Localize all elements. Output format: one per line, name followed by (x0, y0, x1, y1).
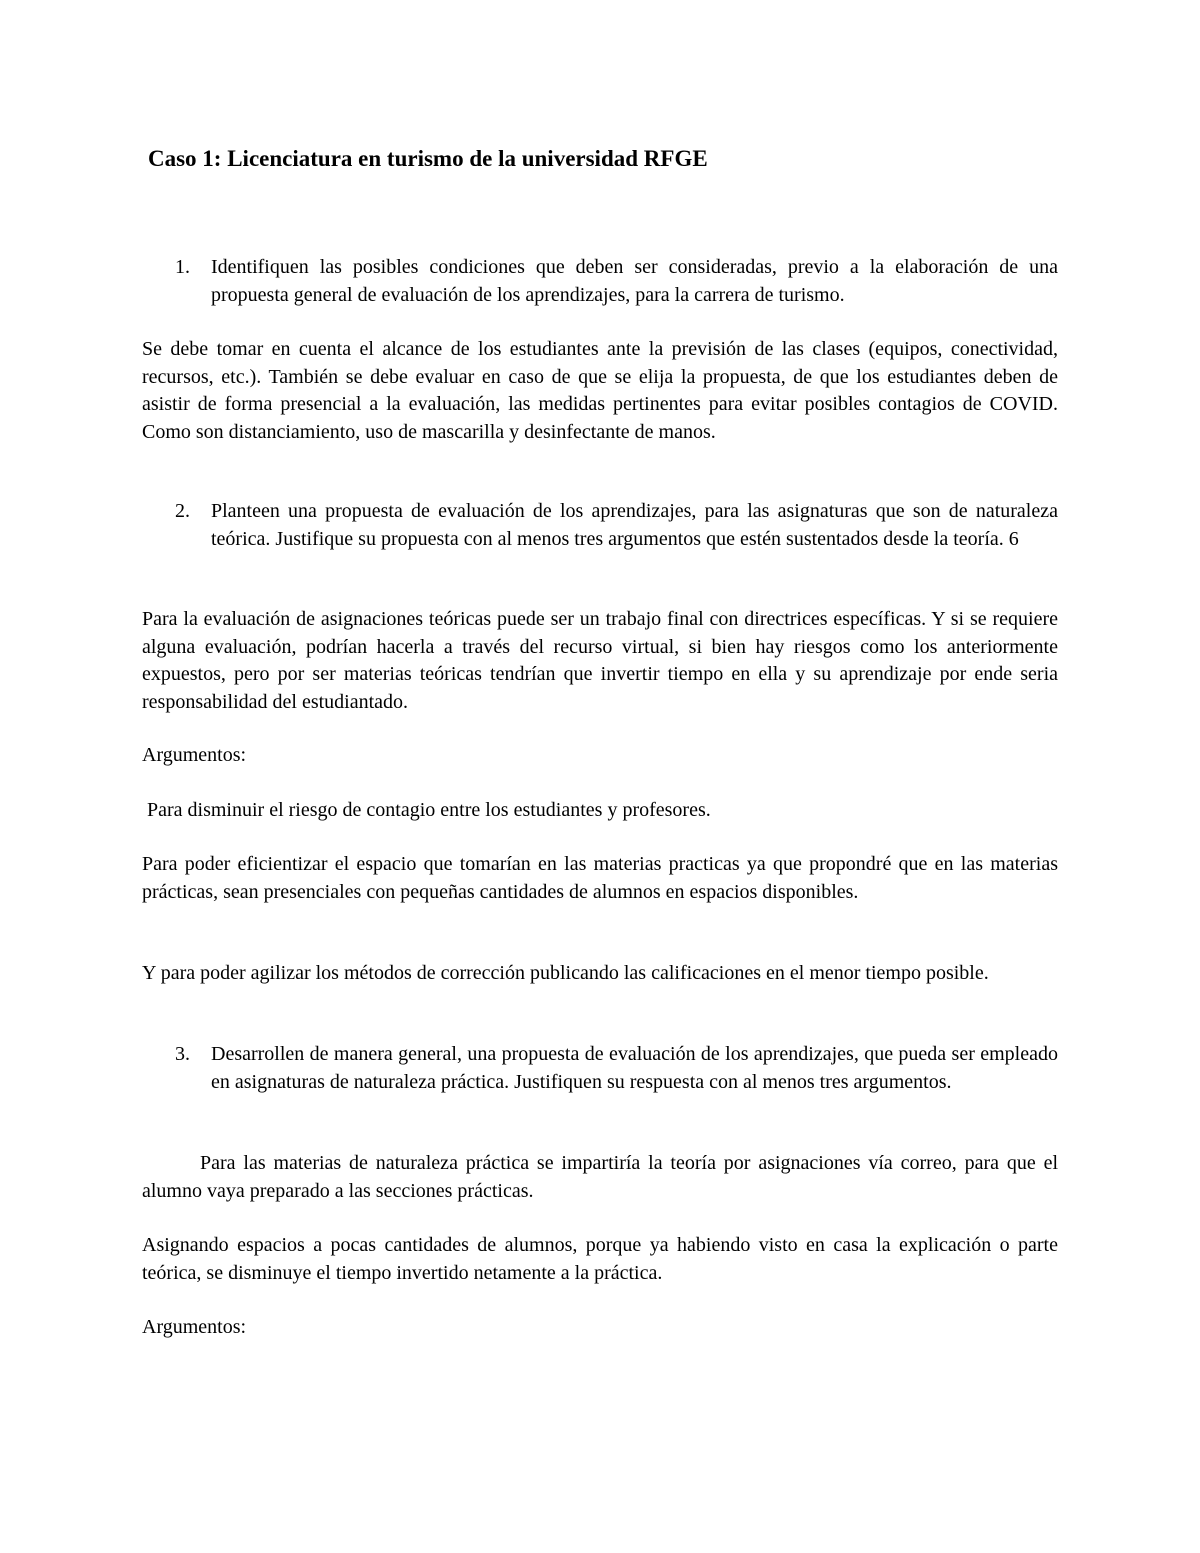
answer-2-paragraph: Para la evaluación de asignaciones teóricas puede ser un trabajo final con directrices específicas. Y si se requiere alguna evaluación, podrían hacerla a través del recurso virtual, si bien hay riesgos como los anteriormente expuestos, pero por ser materias teóricas tendrían que invertir tiempo en ella y su aprendizaje por ende seria responsabilidad del estudiantado. (142, 608, 1058, 713)
question-3-text: Desarrollen de manera general, una propuesta de evaluación de los aprendizajes, que pueda ser empleado en asignaturas de naturaleza práctica. Justifiquen su respuesta con al menos tres argumentos. (211, 1043, 1058, 1093)
question-1-text: Identifiquen las posibles condiciones que deben ser consideradas, previo a la elaboración de una propuesta general de evaluación de los aprendizajes, para la carrera de turismo. (211, 256, 1058, 306)
argument-3: Y para poder agilizar los métodos de corrección publicando las calificaciones en el menor tiempo posible. (142, 962, 989, 984)
argument-2: Para poder eficientizar el espacio que tomarían en las materias practicas ya que propondré que en las materias prácticas, sean presenciales con pequeñas cantidades de alumnos en espacios disponibles. (142, 853, 1058, 903)
argument-1: Para disminuir el riesgo de contagio entre los estudiantes y profesores. (147, 799, 711, 821)
question-3 (142, 1041, 1058, 1096)
question-3-number: 3. (175, 1043, 190, 1065)
answer-3-paragraph: Para las materias de naturaleza práctica se impartiría la teoría por asignaciones vía correo, para que el alumno vaya preparado a las secciones prácticas. (142, 1152, 1058, 1202)
question-1 (142, 254, 1058, 309)
question-1-number: 1. (175, 256, 190, 278)
arguments-label-2: Argumentos: (142, 1316, 247, 1338)
question-2-number: 2. (175, 500, 190, 522)
document-title: Caso 1: Licenciatura en turismo de la universidad RFGE (148, 146, 708, 171)
question-2-text: Planteen una propuesta de evaluación de los aprendizajes, para las asignaturas que son de naturaleza teórica. Justifique su propuesta con al menos tres argumentos que estén sustentados desde la teoría. 6 (211, 500, 1058, 550)
arguments-label-1: Argumentos: (142, 744, 247, 766)
answer-3b-paragraph: Asignando espacios a pocas cantidades de alumnos, porque ya habiendo visto en casa la explicación o parte teórica, se disminuye el tiempo invertido netamente a la práctica. (142, 1234, 1058, 1284)
question-2 (142, 498, 1058, 553)
answer-1-paragraph: Se debe tomar en cuenta el alcance de los estudiantes ante la previsión de las clases (equipos, conectividad, recursos, etc.). También se debe evaluar en caso de que se elija la propuesta, de que los estudiantes deben de asistir de forma presencial a la evaluación, las medidas pertinentes para evitar posibles contagios de COVID. Como son distanciamiento, uso de mascarilla y desinfectante de manos. (142, 338, 1058, 443)
